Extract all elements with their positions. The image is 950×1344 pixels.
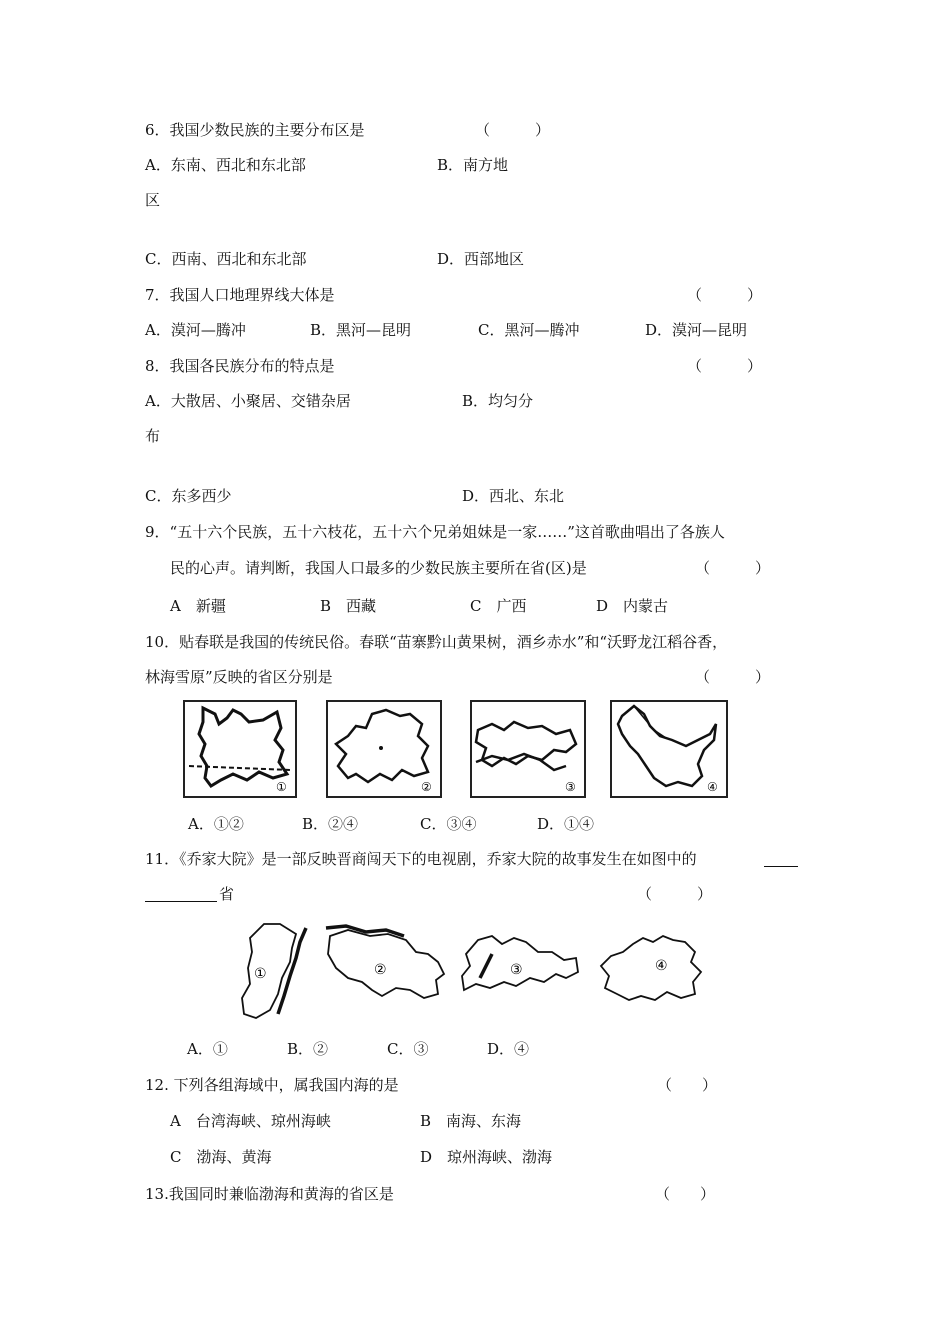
q8-option-b: B．均匀分 — [462, 392, 534, 410]
q6-option-b: B．南方地 — [437, 156, 509, 174]
q13-stem: 13.我国同时兼临渤海和黄海的省区是 — [145, 1185, 394, 1203]
q11-map-4 — [595, 930, 707, 1006]
q9-stem-line1: 9．“五十六个民族，五十六枝花，五十六个兄弟姐妹是一家……”这首歌曲唱出了各族人 — [145, 523, 725, 541]
q11-map-2-label: ② — [374, 962, 387, 978]
q10-map-3-label: ③ — [565, 780, 576, 794]
q12-stem: 12. 下列各组海域中，属我国内海的是 — [145, 1076, 399, 1094]
q7-option-a: A．漠河—腾冲 — [145, 321, 246, 339]
q11-blank-line1 — [764, 852, 798, 867]
q7-option-d: D．漠河—昆明 — [645, 321, 748, 339]
q11-map-2 — [320, 918, 454, 1014]
q10-option-c: C．③④ — [420, 815, 477, 833]
q10-map-1 — [183, 700, 297, 798]
q6-option-d: D．西部地区 — [437, 250, 525, 268]
q10-option-d: D．①④ — [537, 815, 595, 833]
q10-map-2 — [326, 700, 442, 798]
q11-map-4-label: ④ — [655, 958, 668, 974]
q8-option-a: A．大散居、小聚居、交错杂居 — [145, 392, 351, 410]
q8-option-d: D．西北、东北 — [462, 487, 565, 505]
q9-option-c: C 广西 — [470, 597, 527, 615]
q9-answer-paren: （ ） — [695, 559, 771, 577]
q6-option-b-wrap: 区 — [145, 191, 161, 209]
q10-map-4-label: ④ — [707, 780, 718, 794]
q6-option-a: A．东南、西北和东北部 — [145, 156, 306, 174]
q6-stem: 6．我国少数民族的主要分布区是 — [145, 121, 365, 139]
q10-map-3 — [470, 700, 586, 798]
q11-map-3-label: ③ — [510, 962, 523, 978]
q13-answer-paren: （ ） — [655, 1185, 716, 1203]
q8-option-c: C．东多西少 — [145, 487, 232, 505]
q6-answer-paren: （ ） — [475, 121, 551, 139]
q7-option-b: B．黑河—昆明 — [310, 321, 412, 339]
q11-option-a: A．① — [187, 1040, 228, 1058]
q10-option-b: B．②④ — [302, 815, 359, 833]
q9-stem-line2: 民的心声。请判断，我国人口最多的少数民族主要所在省(区)是 — [170, 559, 587, 577]
q8-stem: 8．我国各民族分布的特点是 — [145, 357, 335, 375]
q9-option-b: B 西藏 — [320, 597, 377, 615]
q11-map-1-label: ① — [254, 966, 267, 982]
q11-blank-line2 — [145, 887, 217, 902]
q10-map-2-label: ② — [421, 780, 432, 794]
q10-stem-line2: 林海雪原”反映的省区分别是 — [145, 668, 333, 686]
q12-option-b: B 南海、东海 — [420, 1112, 522, 1130]
q10-answer-paren: （ ） — [695, 668, 771, 686]
q7-stem: 7．我国人口地理界线大体是 — [145, 286, 335, 304]
q11-answer-paren: （ ） — [637, 885, 713, 903]
q11-option-d: D．④ — [487, 1040, 530, 1058]
q12-option-d: D 琼州海峡、渤海 — [420, 1148, 553, 1166]
q10-option-a: A．①② — [188, 815, 244, 833]
q11-option-b: B．② — [287, 1040, 329, 1058]
q11-option-c: C．③ — [387, 1040, 429, 1058]
q11-map-1 — [234, 918, 314, 1024]
q12-option-a: A 台湾海峡、琼州海峡 — [170, 1112, 331, 1130]
q8-option-b-wrap: 布 — [145, 427, 161, 445]
q6-option-c: C．西南、西北和东北部 — [145, 250, 307, 268]
q11-map-3 — [456, 930, 586, 1000]
q10-stem-line1: 10．贴春联是我国的传统民俗。春联“苗寨黔山黄果树，酒乡赤水”和“沃野龙江稻谷香， — [145, 633, 728, 651]
q7-answer-paren: （ ） — [687, 286, 763, 304]
q11-stem-line1: 11．《乔家大院》是一部反映晋商闯天下的电视剧，乔家大院的故事发生在如图中的 — [145, 850, 697, 868]
q10-map-4 — [610, 700, 728, 798]
q9-option-d: D 内蒙古 — [596, 597, 669, 615]
q8-answer-paren: （ ） — [687, 357, 763, 375]
q10-map-1-label: ① — [276, 780, 287, 794]
q7-option-c: C．黑河—腾冲 — [478, 321, 580, 339]
q12-answer-paren: （ ） — [657, 1076, 718, 1094]
q11-stem-line2-suffix: 省 — [219, 885, 235, 903]
q9-option-a: A 新疆 — [170, 597, 226, 615]
q12-option-c: C 渤海、黄海 — [170, 1148, 272, 1166]
